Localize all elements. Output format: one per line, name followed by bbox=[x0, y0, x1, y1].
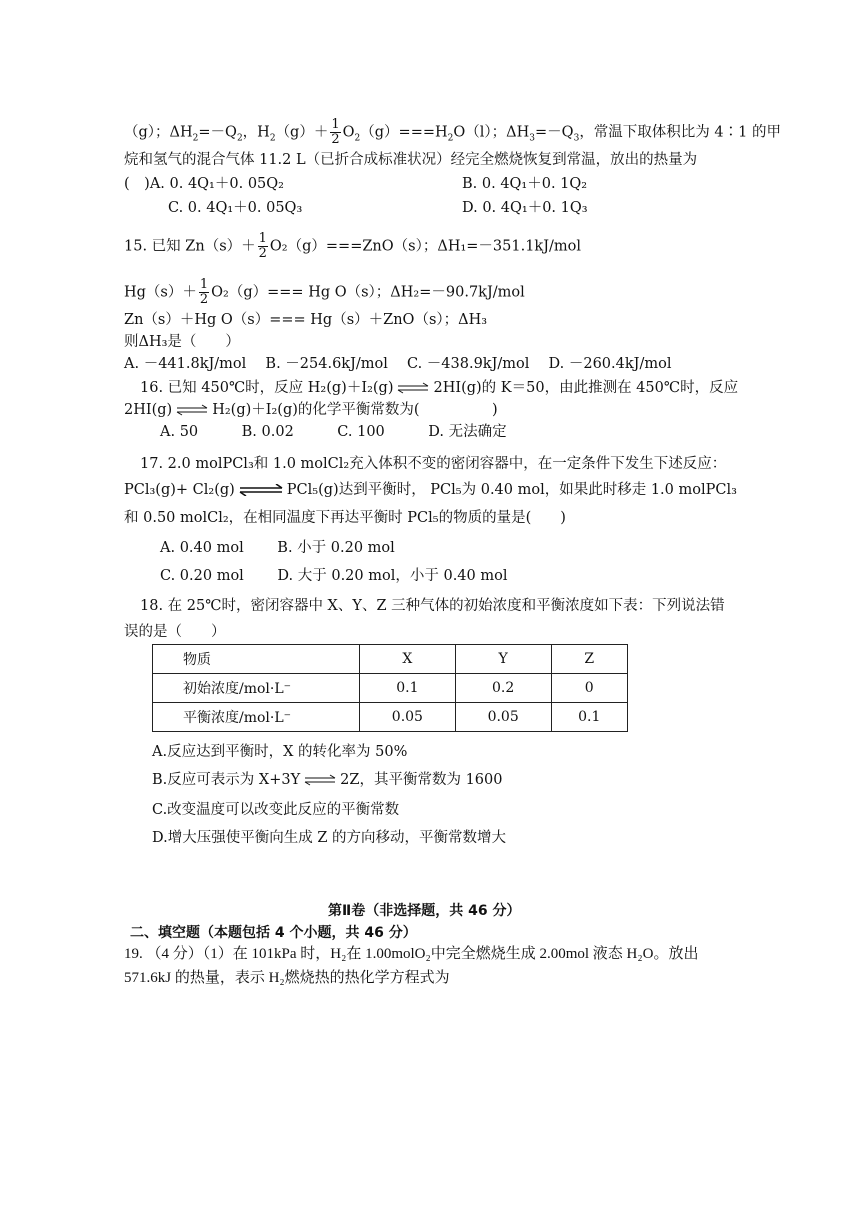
q19-line1: 19. （4 分）（1）在 101kPa 时，H₂在 1.00molO₂中完全燃烧生成 2.00mol 液态 H₂O。放出 bbox=[124, 946, 699, 962]
q17-line3: 和 0.50 molCl₂，在相同温度下再达平衡时 PCl₅的物质的量是( ) bbox=[124, 510, 566, 526]
q18-option-c: C.改变温度可以改变此反应的平衡常数 bbox=[152, 802, 400, 818]
q14-text-d: （g）＋ bbox=[275, 124, 329, 141]
q16-line2 bbox=[124, 400, 498, 420]
q17-text-a: PCl₃(g)+ Cl₂(g) bbox=[124, 482, 235, 498]
q15-line4: 则ΔH₃是（ ） bbox=[124, 334, 240, 350]
fraction-half: $\frac{1}{2}$ bbox=[331, 117, 340, 147]
q17-line2 bbox=[124, 480, 737, 500]
table-cell: 0.1 bbox=[360, 674, 456, 703]
q14-line2: 烷和氢气的混合气体 11.2 L（已折合成标准状况）经完全燃烧恢复到常温，放出的热量为 bbox=[124, 152, 698, 168]
q17-line1: 17. 2.0 molPCl₃和 1.0 molCl₂充入体积不变的密闭容器中，在一定条件下发生下述反应： bbox=[140, 456, 727, 472]
equilibrium-arrow-icon bbox=[238, 484, 284, 496]
table-cell: 0.05 bbox=[360, 703, 456, 732]
q18-line2: 误的是（ ） bbox=[124, 624, 226, 640]
q15-text-c: Hg（s）＋ bbox=[124, 284, 197, 301]
q17-options-cd: C. 0.20 mol D. 大于 0.20 mol，小于 0.40 mol bbox=[160, 568, 508, 584]
table-cell: 0.1 bbox=[551, 703, 627, 732]
fraction-half: $\frac{1}{2}$ bbox=[258, 231, 267, 261]
q18-option-b bbox=[152, 770, 502, 790]
q14-option-d: D. 0. 4Q₁＋0. 1Q₃ bbox=[462, 200, 588, 216]
q18-line1: 18. 在 25℃时，密闭容器中 X、Y、Z 三种气体的初始浓度和平衡浓度如下表：下列说法错 bbox=[140, 598, 725, 614]
table-cell: 平衡浓度/mol·L⁻ bbox=[153, 703, 360, 732]
table-row bbox=[153, 674, 628, 703]
fraction-half: $\frac{1}{2}$ bbox=[199, 277, 209, 307]
equilibrium-arrow-icon bbox=[175, 404, 209, 416]
q17-options-ab: A. 0.40 mol B. 小于 0.20 mol bbox=[160, 540, 395, 556]
table-header-cell: X bbox=[360, 645, 456, 674]
q14-option-a: ( )A. 0. 4Q₁＋0. 05Q₂ bbox=[124, 176, 284, 192]
q14-text-f: （g）===H bbox=[360, 124, 448, 141]
q17-text-b: PCl₅(g)达到平衡时， PCl₅为 0.40 mol，如果此时移走 1.0 molPCl₃ bbox=[286, 482, 737, 498]
equilibrium-arrow-icon bbox=[396, 382, 430, 394]
q16-text-a: 16. 已知 450℃时，反应 H₂(g)＋I₂(g) bbox=[140, 380, 394, 396]
q18-text-b2: 2Z，其平衡常数为 1600 bbox=[340, 772, 503, 788]
q14-option-b: B. 0. 4Q₁＋0. 1Q₂ bbox=[462, 176, 588, 192]
q15-options: A. －441.8kJ/mol B. －254.6kJ/mol C. －438.9kJ/mol D. －260.4kJ/mol bbox=[124, 356, 672, 372]
q18-option-a: A.反应达到平衡时，X 的转化率为 50% bbox=[152, 744, 408, 760]
q16-options: A. 50 B. 0.02 C. 100 D. 无法确定 bbox=[160, 424, 507, 440]
q18-text-b1: B.反应可表示为 X+3Y bbox=[152, 772, 301, 788]
q19-line2: 571.6kJ 的热量，表示 H₂燃烧热的热化学方程式为 bbox=[124, 970, 450, 986]
q15-text-d: O₂（g）=== Hg O（s）；ΔH₂=－90.7kJ/mol bbox=[211, 284, 525, 301]
table-header-cell: 物质 bbox=[153, 645, 360, 674]
q14-text-i: ，常温下取体积比为 4∶1 的甲 bbox=[579, 124, 781, 141]
q14-text-h: =－Q bbox=[535, 124, 574, 141]
q15-text-b: O₂（g）===ZnO（s）；ΔH₁=－351.1kJ/mol bbox=[269, 238, 582, 255]
q16-text-d: H₂(g)＋I₂(g)的化学平衡常数为( ) bbox=[212, 402, 498, 418]
q15-line1 bbox=[124, 232, 581, 261]
table-cell: 初始浓度/mol·L⁻ bbox=[153, 674, 360, 703]
q18-option-d: D.增大压强使平衡向生成 Z 的方向移动，平衡常数增大 bbox=[152, 830, 507, 846]
equilibrium-arrow-icon bbox=[303, 774, 337, 786]
q14-line1: （g）；$\Delta H_2=-Q_2$，$H_2(g)+$ $\frac{1}{2}$ $O_2(g)===H_2O(l)$；$\Delta H_3=-Q_3$，常温下取体积比为 4∶1 的甲 bbox=[124, 117, 781, 147]
table-header-cell: Y bbox=[455, 645, 551, 674]
q15-line2 bbox=[124, 278, 525, 307]
part2-title: 第Ⅱ卷（非选择题，共 46 分） bbox=[328, 903, 521, 919]
table-row bbox=[153, 703, 628, 732]
q15-text-a: 15. 已知 Zn（s）＋ bbox=[124, 238, 256, 255]
q16-text-c: 2HI(g) bbox=[124, 402, 173, 418]
q15-line3: Zn（s）＋Hg O（s）=== Hg（s）＋ZnO（s）；ΔH₃ bbox=[124, 312, 488, 328]
q16-text-b: 2HI(g)的 K＝50，由此推测在 450℃时，反应 bbox=[433, 380, 739, 396]
section-heading: 二、填空题（本题包括 4 个小题，共 46 分） bbox=[130, 925, 417, 941]
table-cell: 0.05 bbox=[455, 703, 551, 732]
q14-option-c: C. 0. 4Q₁＋0. 05Q₃ bbox=[168, 200, 303, 216]
q14-text-g: O（l）；ΔH bbox=[453, 124, 530, 141]
q14-text-c: ，H bbox=[242, 124, 270, 141]
table-cell: 0 bbox=[551, 674, 627, 703]
table-header-row bbox=[153, 645, 628, 674]
q14-text-a: （g）；ΔH bbox=[124, 124, 193, 141]
q14-text-e: O bbox=[342, 124, 355, 141]
q16-line1 bbox=[140, 378, 738, 398]
table-header-cell: Z bbox=[551, 645, 627, 674]
concentration-table bbox=[152, 644, 628, 732]
q14-text-b: =－Q bbox=[198, 124, 237, 141]
table-cell: 0.2 bbox=[455, 674, 551, 703]
